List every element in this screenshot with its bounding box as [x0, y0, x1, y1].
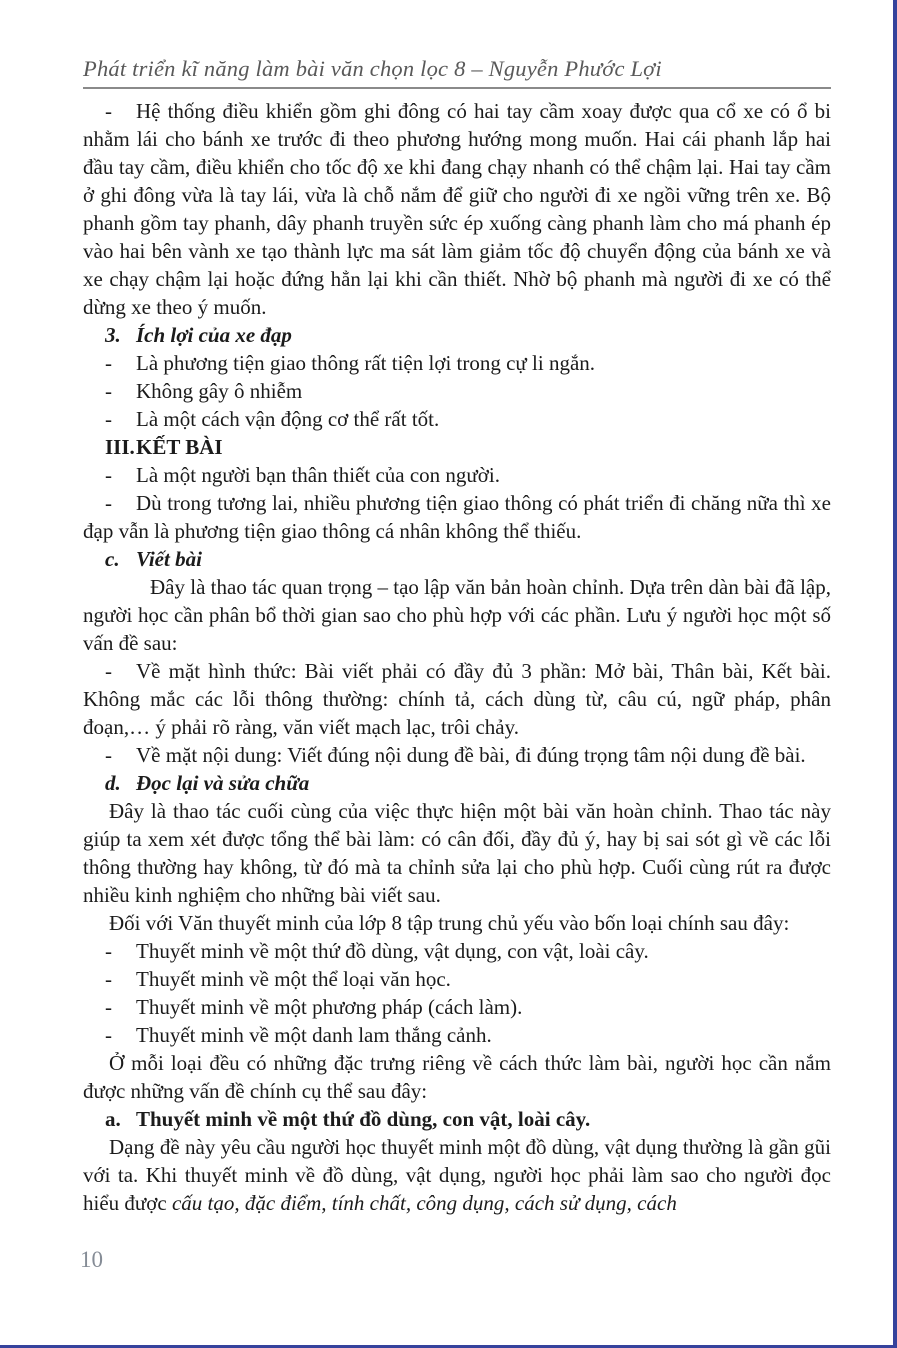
- dash-bullet: -: [105, 351, 112, 375]
- paragraph: [83, 797, 831, 909]
- list-item: [83, 965, 831, 993]
- dash-bullet: -: [105, 99, 112, 123]
- text-run: Hệ thống điều khiển gồm ghi đông có hai tay cầm xoay được qua cổ xe có ổ bi nhằm lái cho bánh xe trước đi theo phương hướng mong muốn. Hai cái phanh lắp hai đầu tay cầm, điều khiển cho tốc độ xe khi đang chạy nhanh có thể chậm lại. Hai tay cầm ở ghi đông vừa là tay lái, vừa là chỗ nắm để giữ cho người đi xe ngồi vững trên xe. Bộ phanh gồm tay phanh, dây phanh truyền sức ép xuống càng phanh làm cho má phanh ép vào hai bên vành xe tạo thành lực ma sát làm giảm tốc độ chuyển động của bánh xe và xe chạy chậm lại hoặc đứng hẳn lại khi cần thiết. Nhờ bộ phanh mà người đi xe có thể dừng xe theo ý muốn.: [83, 99, 831, 319]
- text-run: Đối với Văn thuyết minh của lớp 8 tập trung chủ yếu vào bốn loại chính sau đây:: [109, 911, 790, 935]
- dash-bullet: -: [105, 1023, 112, 1047]
- paragraph: [83, 1133, 831, 1217]
- dash-bullet: -: [105, 659, 112, 683]
- section-heading: [83, 433, 831, 461]
- list-item: [83, 405, 831, 433]
- paragraph: [83, 573, 831, 657]
- dash-bullet: -: [105, 407, 112, 431]
- list-item: [83, 489, 831, 545]
- text-run: Viết bài: [136, 547, 202, 571]
- heading-prefix: 3.: [105, 323, 121, 347]
- text-run: Thuyết minh về một phương pháp (cách làm).: [136, 995, 523, 1019]
- section-heading: [83, 545, 831, 573]
- text-run: Thuyết minh về một thứ đồ dùng, vật dụng, con vật, loài cây.: [136, 939, 649, 963]
- heading-prefix: a.: [105, 1107, 121, 1131]
- text-run: Thuyết minh về một thứ đồ dùng, con vật, loài cây.: [136, 1107, 591, 1131]
- text-run: Thuyết minh về một thể loại văn học.: [136, 967, 451, 991]
- heading-prefix: III.: [105, 435, 135, 459]
- section-heading: [83, 769, 831, 797]
- text-run: KẾT BÀI: [136, 435, 223, 459]
- list-item: [83, 937, 831, 965]
- text-run: Là phương tiện giao thông rất tiện lợi trong cự li ngắn.: [136, 351, 596, 375]
- text-run: Dù trong tương lai, nhiều phương tiện giao thông có phát triển đi chăng nữa thì xe đạp vẫn là phương tiện giao thông cá nhân không thể thiếu.: [83, 491, 831, 543]
- list-item: [83, 97, 831, 321]
- text-run: Ở mỗi loại đều có những đặc trưng riêng về cách thức làm bài, người học cần nắm được những vấn đề chính cụ thể sau đây:: [83, 1051, 831, 1103]
- dash-bullet: -: [105, 491, 112, 515]
- running-header: Phát triển kĩ năng làm bài văn chọn lọc 8 – Nguyễn Phước Lợi: [83, 56, 662, 81]
- text-run: cấu tạo, đặc điểm, tính chất, công dụng, cách sử dụng, cách: [171, 1191, 677, 1215]
- right-edge-bar: [893, 0, 897, 1348]
- text-run: Đây là thao tác cuối cùng của việc thực hiện một bài văn hoàn chỉnh. Thao tác này giúp ta xem xét được tổng thể bài làm: có cân đối, đầy đủ ý, hay bị sai sót gì về các lỗi thông thường hay không, từ đó mà ta chỉnh sửa lại cho phù hợp. Cuối cùng rút ra được nhiều kinh nghiệm cho những bài viết sau.: [83, 799, 831, 907]
- list-item: [83, 461, 831, 489]
- paragraph: [83, 1049, 831, 1105]
- text-run: Về mặt hình thức: Bài viết phải có đầy đủ 3 phần: Mở bài, Thân bài, Kết bài. Không mắc các lỗi thông thường: chính tả, cách dùng từ, câu cú, ngữ pháp, phân đoạn,… ý phải rõ ràng, văn viết mạch lạc, trôi chảy.: [83, 659, 831, 739]
- text-run: Đây là thao tác quan trọng – tạo lập văn bản hoàn chỉnh. Dựa trên dàn bài đã lập, người học cần phân bổ thời gian sao cho phù hợp với các phần. Lưu ý người học một số vấn đề sau:: [83, 575, 831, 655]
- section-heading: [83, 1105, 831, 1133]
- text-run: Ích lợi của xe đạp: [136, 323, 292, 347]
- text-run: Đọc lại và sửa chữa: [136, 771, 310, 795]
- list-item: [83, 349, 831, 377]
- header-rule: [83, 87, 831, 89]
- list-item: [83, 657, 831, 741]
- dash-bullet: -: [105, 967, 112, 991]
- dash-bullet: -: [105, 379, 112, 403]
- list-item: [83, 1021, 831, 1049]
- document-body: [83, 97, 831, 1217]
- text-run: Về mặt nội dung: Viết đúng nội dung đề bài, đi đúng trọng tâm nội dung đề bài.: [136, 743, 806, 767]
- text-run: Thuyết minh về một danh lam thắng cảnh.: [136, 1023, 492, 1047]
- dash-bullet: -: [105, 463, 112, 487]
- paragraph: [83, 909, 831, 937]
- text-run: Dạng đề này yêu cầu người học thuyết minh một đồ dùng, vật dụng thường là gần gũi với ta. Khi thuyết minh về đồ dùng, vật dụng, người học phải làm sao cho người đọc hiểu được: [83, 1135, 831, 1215]
- list-item: [83, 741, 831, 769]
- dash-bullet: -: [105, 743, 112, 767]
- text-run: Không gây ô nhiễm: [136, 379, 303, 403]
- dash-bullet: -: [105, 995, 112, 1019]
- page-content: [83, 56, 831, 1217]
- text-run: Là một người bạn thân thiết của con người.: [136, 463, 500, 487]
- list-item: [83, 993, 831, 1021]
- dash-bullet: -: [105, 939, 112, 963]
- text-run: Là một cách vận động cơ thể rất tốt.: [136, 407, 440, 431]
- list-item: [83, 377, 831, 405]
- heading-prefix: d.: [105, 771, 121, 795]
- page-number: 10: [80, 1247, 103, 1272]
- heading-prefix: c.: [105, 547, 120, 571]
- section-heading: [83, 321, 831, 349]
